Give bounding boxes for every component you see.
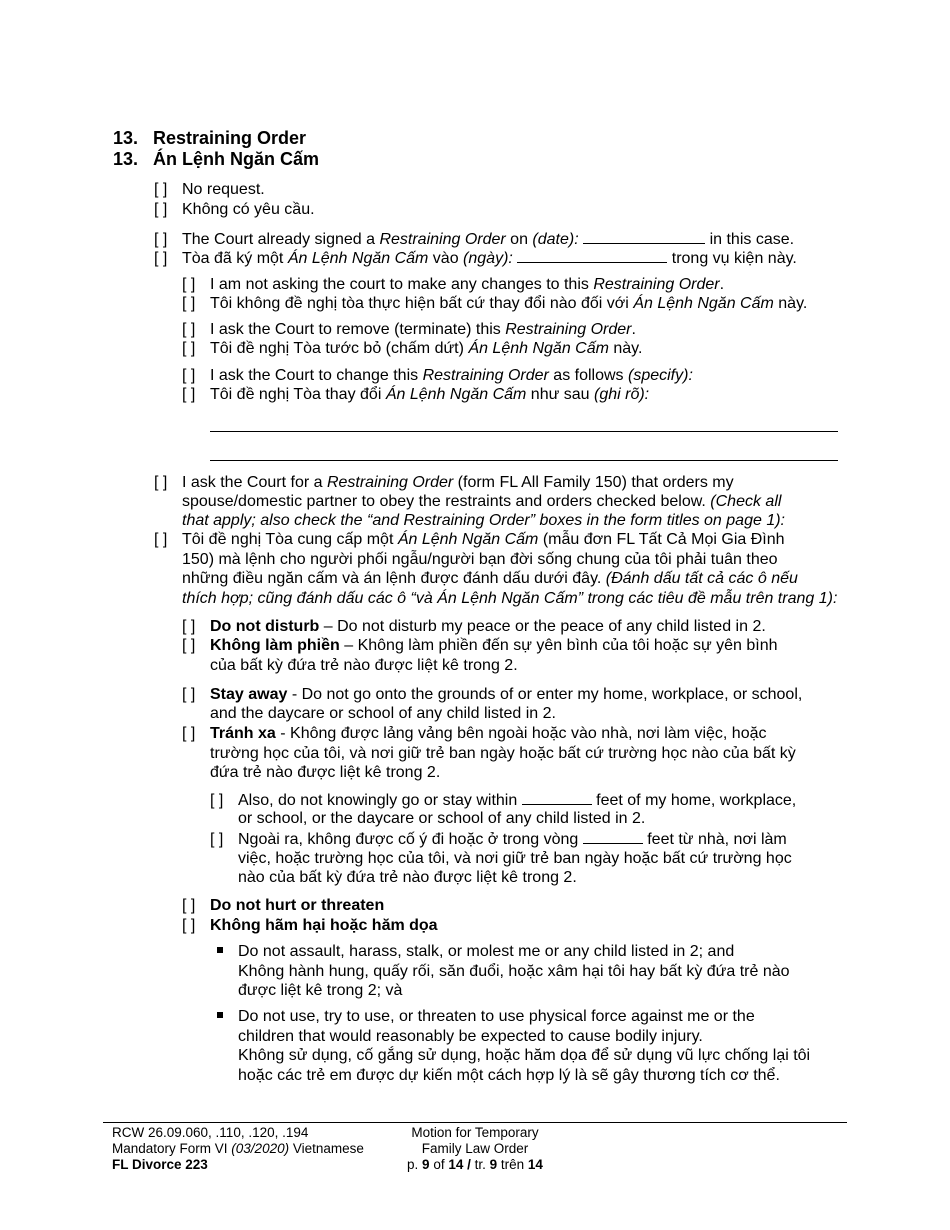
bullet-2-text-vi: Không sử dụng, cố gắng sử dụng, hoặc hăm dọa để sử dụng vũ lực chống lại tôi <box>238 1047 811 1064</box>
footer-form-number: FL Divorce 223 <box>112 1157 208 1172</box>
stay-away-option[interactable]: [ ] Stay away - Do not go onto the grounds of or enter my home, workplace, or school, <box>182 686 803 703</box>
ask-order-option[interactable]: [ ] I ask the Court for a Restraining Order (form FL All Family 150) that orders my <box>154 474 734 491</box>
checkbox[interactable]: [ ] <box>182 637 196 654</box>
change-option[interactable]: [ ] I ask the Court to change this Restraining Order as follows (specify): <box>182 367 693 384</box>
checkbox[interactable]: [ ] <box>182 386 196 403</box>
footer-page-number: p. 9 of 14 / tr. 9 trên 14 <box>407 1157 543 1172</box>
not-asking-option[interactable]: [ ] I am not asking the court to make any changes to this Restraining Order. <box>182 276 725 293</box>
not-asking-option-vi[interactable]: [ ] Tôi không đề nghị tòa thực hiện bất cứ thay đổi nào đối với Án Lệnh Ngăn Cấm này. <box>182 295 808 312</box>
distance-feet-field-vi[interactable] <box>583 829 643 844</box>
already-signed-option-vi[interactable]: [ ] Tòa đã ký một Án Lệnh Ngăn Cấm vào (ngày): trong vụ kiện này. <box>154 250 797 267</box>
ask-order-option-vi[interactable]: [ ] Tôi đề nghị Tòa cung cấp một Án Lệnh Ngăn Cấm (mẫu đơn FL Tất Cả Mọi Gia Đình <box>154 531 785 548</box>
date-field[interactable] <box>583 229 705 244</box>
distance-text-vi-2: nào của bất kỳ đứa trẻ nào được liệt kê trong 2. <box>238 869 577 886</box>
do-not-hurt-option[interactable]: [ ] Do not hurt or threaten <box>182 897 385 914</box>
checkbox[interactable]: [ ] <box>182 917 196 934</box>
bullet-2-text-vi-2: hoặc các trẻ em được dự kiến một cách hợp lý là sẽ gây thương tích cơ thể. <box>238 1067 780 1084</box>
checkbox[interactable]: [ ] <box>182 725 196 742</box>
stay-away-option-vi[interactable]: [ ] Tránh xa - Không được lảng vảng bên ngoài hoặc vào nhà, nơi làm việc, hoặc <box>182 725 767 742</box>
checkbox[interactable]: [ ] <box>182 295 196 312</box>
checkbox[interactable]: [ ] <box>182 618 196 635</box>
already-signed-option[interactable]: [ ] The Court already signed a Restraining Order on (date): in this case. <box>154 231 795 248</box>
checkbox[interactable]: [ ] <box>154 250 168 267</box>
checkbox[interactable]: [ ] <box>154 474 168 491</box>
do-not-hurt-option-vi[interactable]: [ ] Không hãm hại hoặc hăm dọa <box>182 917 438 934</box>
distance-feet-field[interactable] <box>522 790 592 805</box>
checkbox[interactable]: [ ] <box>154 231 168 248</box>
ask-order-text-vi: 150) mà lệnh cho người phối ngẫu/người bạn đời sống chung của tôi phải tuân theo <box>182 551 778 568</box>
change-option-vi[interactable]: [ ] Tôi đề nghị Tòa thay đổi Án Lệnh Ngăn Cấm như sau (ghi rõ): <box>182 386 650 403</box>
checkbox[interactable]: [ ] <box>154 201 168 218</box>
footer-title-2: Family Law Order <box>421 1141 529 1156</box>
checkbox[interactable]: [ ] <box>182 321 196 338</box>
checkbox[interactable]: [ ] <box>182 686 196 703</box>
distance-option-vi[interactable]: [ ] Ngoài ra, không được cố ý đi hoặc ở trong vòng feet từ nhà, nơi làm <box>210 831 787 848</box>
distance-option[interactable]: [ ] Also, do not knowingly go or stay within feet of my home, workplace, <box>210 792 797 809</box>
distance-text: or school, or the daycare or school of any child listed in 2. <box>238 810 646 827</box>
do-not-disturb-option-vi[interactable]: [ ] Không làm phiền – Không làm phiền đến sự yên bình của tôi hoặc sự yên bình <box>182 637 778 654</box>
ask-order-text: spouse/domestic partner to obey the restraints and orders checked below. (Check all <box>182 493 782 510</box>
checkbox[interactable]: [ ] <box>154 531 168 548</box>
footer-mandatory: Mandatory Form VI (03/2020) Vietnamese <box>112 1141 364 1156</box>
remove-option[interactable]: [ ] I ask the Court to remove (terminate) this Restraining Order. <box>182 321 636 338</box>
checkbox[interactable]: [ ] <box>154 181 168 198</box>
bullet-1-text-vi-2: được liệt kê trong 2; và <box>238 982 403 999</box>
no-request-option-vi[interactable]: [ ] Không có yêu cầu. <box>154 201 315 218</box>
checkbox[interactable]: [ ] <box>210 792 224 809</box>
section-heading-vi: 13. Án Lệnh Ngăn Cấm <box>113 149 320 169</box>
checkbox[interactable]: [ ] <box>182 367 196 384</box>
stay-away-text: and the daycare or school of any child listed in 2. <box>210 705 556 722</box>
checkbox[interactable]: [ ] <box>210 831 224 848</box>
date-field-vi[interactable] <box>517 248 667 263</box>
section-heading-en: 13. Restraining Order <box>113 128 307 148</box>
bullet-1-text-vi: Không hành hung, quấy rối, săn đuổi, hoặc xâm hại tôi hay bất kỳ đứa trẻ nào <box>238 963 790 980</box>
no-request-option[interactable]: [ ] No request. <box>154 181 265 198</box>
bullet-icon <box>217 1012 223 1018</box>
checkbox[interactable]: [ ] <box>182 897 196 914</box>
distance-text-vi: việc, hoặc trường học của tôi, và nơi giữ trẻ ban ngày hoặc bất cứ trường học <box>238 850 792 867</box>
checkbox[interactable]: [ ] <box>182 340 196 357</box>
ask-order-instructions: that apply; also check the “and Restraining Order” boxes in the form titles on page 1): <box>182 512 785 529</box>
checkbox[interactable]: [ ] <box>182 276 196 293</box>
bullet-1-text: Do not assault, harass, stalk, or molest me or any child listed in 2; and <box>238 943 735 960</box>
bullet-icon <box>217 947 223 953</box>
footer-rcw: RCW 26.09.060, .110, .120, .194 <box>112 1125 309 1140</box>
stay-away-text-vi-2: đứa trẻ nào được liệt kê trong 2. <box>210 764 441 781</box>
remove-option-vi[interactable]: [ ] Tôi đề nghị Tòa tước bỏ (chấm dứt) Án Lệnh Ngăn Cấm này. <box>182 340 643 357</box>
footer-title-1: Motion for Temporary <box>411 1125 539 1140</box>
do-not-disturb-option[interactable]: [ ] Do not disturb – Do not disturb my peace or the peace of any child listed in 2. <box>182 618 766 635</box>
bullet-2-text-2: children that would reasonably be expected to cause bodily injury. <box>238 1028 703 1045</box>
specify-line-2[interactable] <box>210 460 838 461</box>
specify-line-1[interactable] <box>210 431 838 432</box>
footer-divider <box>103 1122 847 1123</box>
do-not-disturb-text-vi: của bất kỳ đứa trẻ nào được liệt kê trong 2. <box>210 657 518 674</box>
ask-order-text-vi-2: những điều ngăn cấm và án lệnh được đánh dấu dưới đây. (Đánh dấu tất cả các ô nếu <box>182 570 798 587</box>
stay-away-text-vi: trường học của tôi, và nơi giữ trẻ ban ngày hoặc bất cứ trường học nào của bất kỳ <box>210 745 796 762</box>
ask-order-instructions-vi: thích hợp; cũng đánh dấu các ô “và Án Lệnh Ngăn Cấm” trong các tiêu đề mẫu trên trang 1): <box>182 590 838 607</box>
bullet-2-text: Do not use, try to use, or threaten to use physical force against me or the <box>238 1008 755 1025</box>
